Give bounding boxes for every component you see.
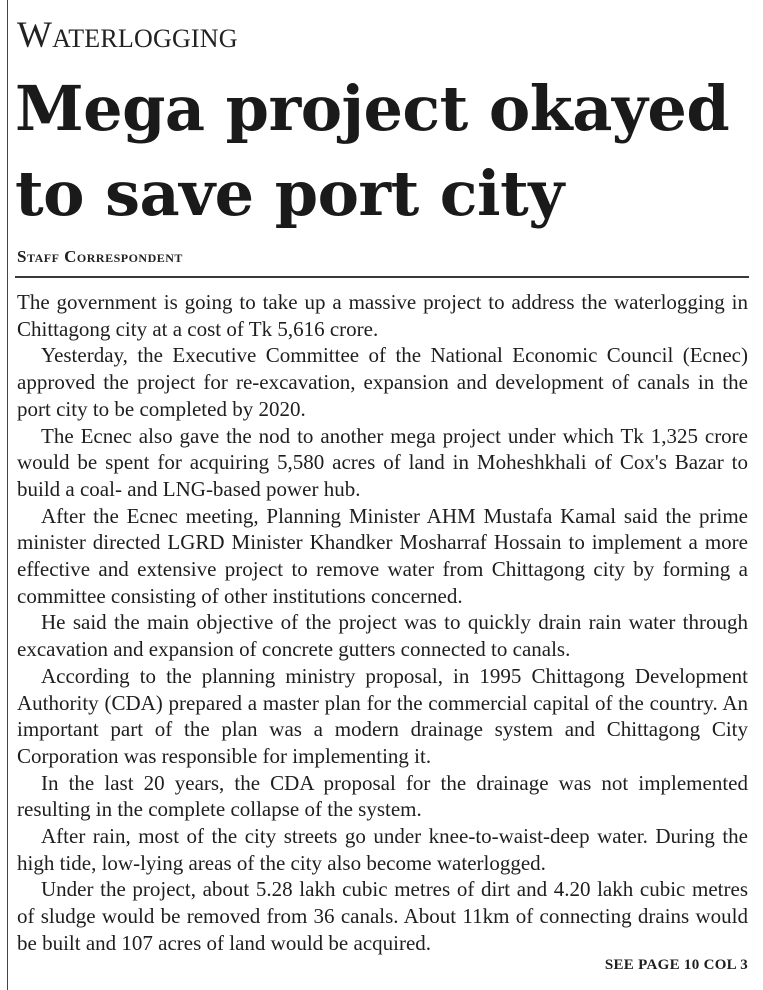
- column-rule: [7, 0, 8, 990]
- paragraph: In the last 20 years, the CDA proposal for the drainage was not implemented resulting in the complete collapse of the system.: [17, 770, 748, 822]
- paragraph: Yesterday, the Executive Committee of the National Economic Council (Ecnec) approved the project for re-excavation, expansion and development of canals in the port city to be completed by 2020.: [17, 343, 748, 421]
- headline: Mega project okayed to save port city: [15, 72, 730, 230]
- byline-divider: [15, 276, 749, 278]
- paragraph: Under the project, about 5.28 lakh cubic metres of dirt and 4.20 lakh cubic metres of sludge would be removed from 36 canals. About 11km of connecting drains would be built and 107 acres of land would be acquired.: [17, 877, 748, 955]
- section-kicker: Waterlogging: [17, 15, 238, 56]
- article-body: [17, 289, 748, 957]
- continuation-jump-line: SEE PAGE 10 COL 3: [604, 957, 748, 973]
- paragraph: According to the planning ministry proposal, in 1995 Chittagong Development Authority (CDA) prepared a master plan for the commercial capital of the country. An important part of the plan was a modern drainage system and Chittagong City Corporation was responsible for implementing it.: [17, 663, 748, 768]
- paragraph: After rain, most of the city streets go under knee-to-waist-deep water. During the high tide, low-lying areas of the city also become waterlogged.: [17, 824, 748, 875]
- paragraph: The Ecnec also gave the nod to another mega project under which Tk 1,325 crore would be spent for acquiring 5,580 acres of land in Moheshkhali of Cox's Bazar to build a coal- and LNG-based power hub.: [17, 423, 748, 501]
- paragraph: After the Ecnec meeting, Planning Minister AHM Mustafa Kamal said the prime minister directed LGRD Minister Khandker Mosharraf Hossain to implement a more effective and extensive project to remove water from Chittagong city by forming a committee consisting of other institutions concerned.: [17, 503, 748, 608]
- byline: Staff Correspondent: [17, 247, 183, 266]
- paragraph: The government is going to take up a massive project to address the waterlogging in Chittagong city at a cost of Tk 5,616 crore.: [17, 290, 748, 341]
- paragraph: He said the main objective of the project was to quickly drain rain water through excavation and expansion of concrete gutters connected to canals.: [17, 610, 748, 662]
